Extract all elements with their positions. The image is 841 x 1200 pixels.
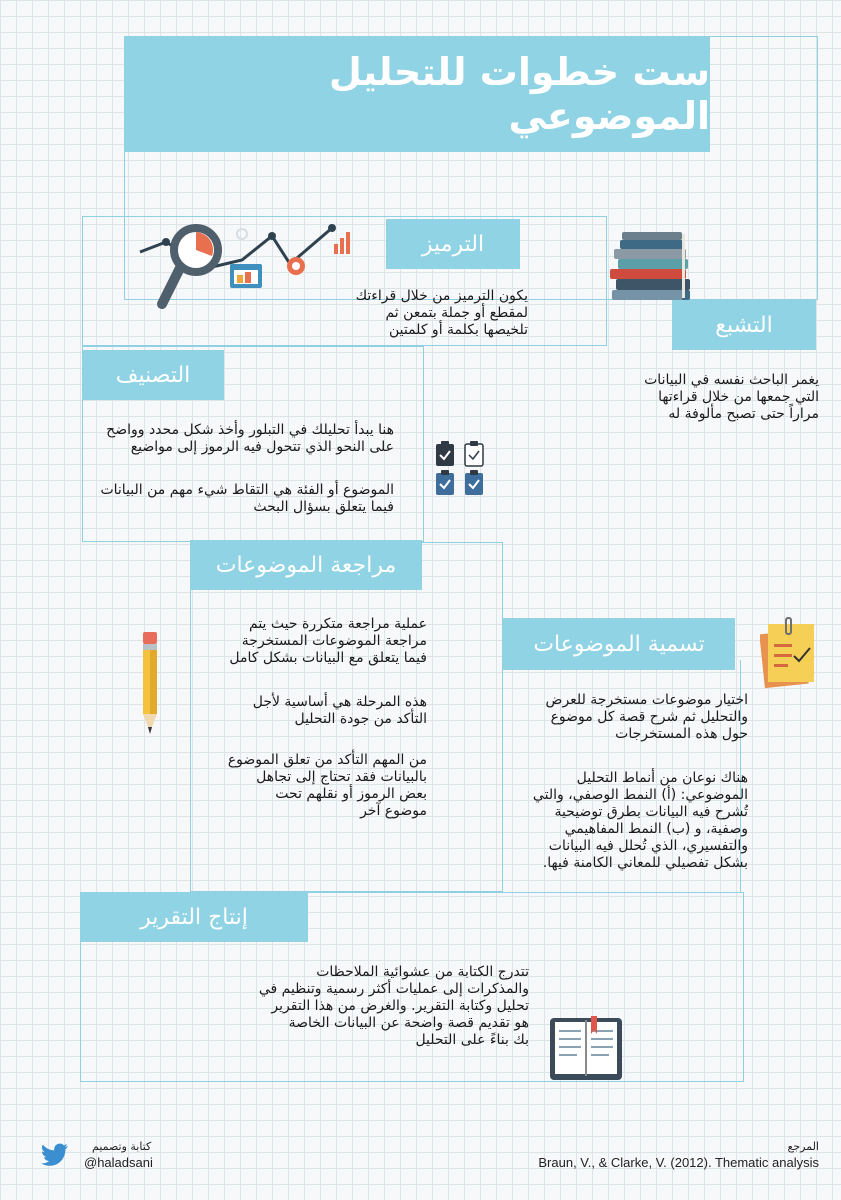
reference-citation: Braun, V., & Clarke, V. (2012). Thematic analysis [538, 1155, 819, 1170]
step-review-text-2: هذه المرحلة هي أساسية لأجل التأكد من جودة التحليل [252, 694, 427, 727]
page-title: ست خطوات للتحليل الموضوعي [124, 36, 710, 152]
step-review-text-1: عملية مراجعة متكررة حيث يتم مراجعة الموضوعات المستخرجة فيما يتعلق مع البيانات بشكل كامل [229, 616, 427, 666]
step-review-label: مراجعة الموضوعات [190, 540, 422, 590]
clipboards-icon [432, 440, 488, 498]
step-naming-text-1: اختيار موضوعات مستخرجة للعرض والتحليل ثم شرح قصة كل موضوع حول هذه المستخرجات [545, 692, 748, 742]
step-naming-label: تسمية الموضوعات [503, 618, 735, 670]
author-label: كتابة وتصميم [92, 1140, 152, 1153]
step-review-text-3: من المهم التأكد من تعلق الموضوع بالبيانات فقد تحتاج إلى تجاهل بعض الرموز أو نقلهم تحت موضوع آخر [227, 752, 427, 819]
step-coding-label: الترميز [386, 219, 520, 269]
step-report-text: تتدرج الكتابة من عشوائية الملاحظات والمذكرات إلى عمليات أكثر رسمية وتنظيم في تحليل وكتابة التقرير. والغرض من هذا التقرير هو تقديم قصة واضحة عن البيانات الخاصة بك بناءً على التحليل [258, 964, 529, 1048]
sticky-notes-icon [760, 616, 818, 690]
step-saturation-label: التشبع [672, 300, 816, 350]
step-coding-text: يكون الترميز من خلال قراءتك لمقطع أو جملة بتمعن ثم تلخيصها بكلمة أو كلمتين [355, 288, 528, 338]
step-saturation-text: يغمر الباحث نفسه في البيانات التي جمعها من خلال قراءتها مراراً حتى تصبح مألوفة له [644, 372, 819, 422]
books-icon [598, 224, 698, 302]
twitter-icon[interactable] [40, 1142, 70, 1168]
reference-label: المرجع [787, 1140, 819, 1153]
step-report-label: إنتاج التقرير [80, 892, 308, 942]
step-classification-label: التصنيف [82, 350, 224, 400]
step-classification-text-2: الموضوع أو الفئة هي التقاط شيء مهم من البيانات فيما يتعلق بسؤال البحث [100, 482, 394, 515]
author-handle[interactable]: @haladsani [84, 1155, 153, 1170]
pencil-icon [140, 632, 162, 740]
step-classification-text-1: هنا يبدأ تحليلك في التبلور وأخذ شكل محدد وواضح على النحو الذي تتحول فيه الرموز إلى مواضيع [106, 422, 394, 455]
step-naming-text-2: هناك نوعان من أنماط التحليل الموضوعي: (أ) النمط الوصفي، والتي تُشرح فيه البيانات بطرق توضيحية وصفية، و (ب) النمط المفاهيمي والتفسيري، الذي تُحلل فيه البيانات بشكل تفصيلي للمعاني الكامنة فيها. [532, 770, 748, 871]
open-book-icon [548, 1016, 624, 1084]
analytics-magnifier-icon [138, 220, 356, 312]
